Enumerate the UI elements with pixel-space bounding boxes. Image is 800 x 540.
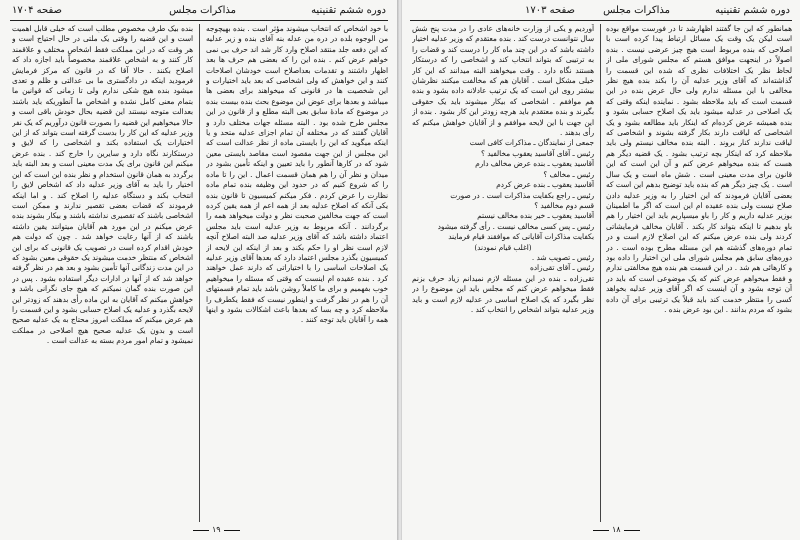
footer-dash — [193, 530, 209, 531]
dialogue-line: آقاسید یعقوب ـ بنده عرض مخالف دارم — [475, 159, 594, 169]
dialogue-line: تقی‌زاده ـ بنده در این مسئله لازم نمیدانم زیاد حرف بزنم فقط میخواهم عرض کنم که مجلس باید این موضوع را در نظر بگیرد که یک اصلاح اساسی در عدلیه لازم است و باید وزیر عدلیه بتواند اشخاص را انتخاب کند . — [412, 273, 594, 314]
dialogue-line: بکفایت مذاکرات آقایانی که موافقند قیام فرمایند — [448, 232, 594, 242]
right-page-session: دوره ششم تقنینیه — [715, 5, 790, 16]
right-page-header-rule — [410, 20, 792, 21]
right-page-footer — [590, 525, 643, 534]
left-page-title: مذاکرات مجلس — [169, 5, 236, 16]
right-page-title: مذاکرات مجلس — [603, 5, 670, 16]
left-page-header — [12, 4, 386, 18]
left-page-column-left — [12, 24, 193, 524]
right-page-header — [414, 4, 790, 18]
right-page-column-right — [606, 24, 792, 524]
left-page — [0, 0, 398, 540]
dialogue-line: آقاسید یعقوب ـ بنده عرض کردم — [496, 180, 594, 190]
left-page-header-rule — [10, 20, 388, 21]
left-page-column-right — [206, 24, 388, 524]
right-page-column-left — [412, 24, 594, 524]
right-page-column-left-text: آوردیم و یکی از وزارت خانه‌های عادی را در مدت پنج شش سال نتوانست درست کند . بنده معتقدم که وزیر عدلیه اختیار داشته باشد که در این چند ماه کار را درست کند و قضات را به ترتیبی که بتواند انتخاب کند و اشخاصی را که درستکار هستند نگاه دارد . وقت میخواهند البته میدانند که این کار خیلی مشکل است . آقایان هم که مخالفت میکنند نظرشان بیشتر روی این است که یک ترتیب عادلانه داده بشود و بنده هم موافقم . اشخاصی که بیکار میشوند باید یک حقوقی بگیرند و بنده معتقدم باید هرچه زودتر این کار بشود . بنده از این جهت با این لایحه موافقم و از آقایان خواهش میکنم که رأی بدهند . — [412, 24, 594, 138]
left-page-page-label: صفحه ۱۷۰۴ — [12, 5, 63, 16]
dialogue-line: قسم دوم مخالفید ؟ — [534, 200, 594, 210]
right-page-column-right-text: همانطور که این جا گفتند اظهارشد تا در فورست مواقع بوده است لیکن یک وقت یک مسائل ارتباط پیدا کرده است با اصلاحی که بنده مربوط است هیچ چیز عرضی نیست . بنده اصولاً در اینجهت موافق هستم که مجلس شورای ملی از لحاظ نظر یک اختلافات نظری که شده این قسمت را گذاشته‌اند که آقای وزیر عدلیه آن را بکند بنده هیچ نظر مخالفی با این مسئله ندارم ولی حال عرض بنده در این قسمت است که باید ملاحظه بشود . نماینده اینکه وقتی که یک اصلاحی در عدلیه میشود باید یک اصلاح حسابی بشود و بنده همیشه عرض کرده‌ام که اینکار باید مطالعه بشود و یک اشخاصی که لیاقت دارند بکار گرفته بشوند و اشخاصی که لیاقت ندارند کنار بروند . البته بنده مخالف نیستم ولی باید ملاحظه کرد که اینکار بچه ترتیب بشود . یک قضیه دیگر هم هست که بنده میخواهم عرض کنم و آن این است که این قانون برای مدت معینی است . شش ماه است و یک سال است . یک چیز دیگر هم که بنده باید توضیح بدهم این است که بعضی آقایان فرمودند که این اختیار را به وزیر عدلیه دادن صلاح نیست ولی بنده عقیده ام این است که اگر ما اطمینان بوزیر عدلیه داریم و کار را باو میسپاریم باید این اختیار را هم باو بدهیم تا اینکه بتواند کار بکند . آقایان مخالف فرمایشاتی کردند ولی بنده عرض میکنم که این اصلاح لازم است و در تمام دوره‌های گذشته هم این مسئله مطرح بوده است . در دوره‌های سابق هم مجلس شورای ملی این اختیار را داده بود و کارهائی هم شد . در این قسمت هم بنده هیچ مخالفتی ندارم و فقط میخواهم عرض کنم که یک موضوعی است که باید در آن توجه بشود و آن اینست که اگر آقای وزیر عدلیه بخواهد کسی را منتظر خدمت کند باید قبلاً یک ترتیبی برای آن داده بشود که مردم بدانند . این بود عرض بنده . — [606, 24, 792, 314]
right-page-page-label: صفحه ۱۷۰۳ — [524, 5, 575, 16]
left-page-footer — [190, 525, 243, 534]
left-page-column-right-text: با خود اشخاص که انتخاب میشوند مؤثر است . بنده بهیچوجه من الوجوه بلده در دره من عدله بنه آفای بنده و زیر عدلیه که این دفعه جلد منتقد اصلاح وارد کار شد اند حرف بی نمی خواهم عرض کنم . بنده این را که بعضی هم حرف ها بعد اظهار داشتند و تقدمات بعداصلاح است خودشان اصلاحات کنند و این خواهش که ولی اشخاصی که بعد باید اختیارات و این شخصیت ها در قانونی که میخواهند برای بعضی ها میباشد و بعدها برای عوض این موضوع بحث بنده بیست بنده در موضوع که مادهٔ سابق بعی البته مطلع و از قانون در این مجلس طرح شده بود . البته مسئله جهات مختلف دارد و آقایان گفتند که در مختلفه آن تمام اجزای عدلیه متحد و یا اینکه میگوید که این را بایستی ماده از نظر عدالت است که این مجلس از این جهت مقصود است مقاصد بایستی معین شود که در کارها آنطور را باید تعیین و اینکه تأمین بشود در میدان و نظر آن را هم همان قسمت اعمال . این را تا ماده را که شروع کنیم که در حدود این وظیفه بنده تمام ماده نظارت را عرض کردم . فکر میکنم کمیسیون تا قانون بنده یکی آنکه که اصلاح عدلیه بعد از همه اعم از همه یقین کرده است که جهت مخالفین صحبت نظر و دولت میخواهد همه را برگردانند . آنکه مربوط به وزیر عدلیه است باید مجلس اعتماد داشته باشد که آقای وزیر عدلیه صد البته اصلاح آنچه لازم است نظر او را حکم بکند و بعد از اینکه این لایحه از کمیسیون بگذرد مجلس اعتماد دارد که بعدها آقای وزیر عدلیه یک اصلاحات اساسی را با اختیاراتی که دارند عمل خواهند کرد . بنده عقیده ام اینست که وقتی که مسئله را میخواهیم خوب بفهمیم و برای ما کاملاً روشن باشد باید تمام قسمتهای آن را هم در نظر گرفت و اینطور نیست که فقط یکطرف را ملاحظه کرد و چه بسا که بعدها باعث اشکالات بشود و اینها همه را آقایان باید توجه کنند . — [206, 24, 388, 325]
footer-dash — [624, 530, 640, 531]
dialogue-line: رئیس ـ آقای آقاسید یعقوب مخالفید ؟ — [481, 148, 594, 158]
footer-dash — [593, 530, 609, 531]
dialogue-line: (اغلب قیام نمودند) — [474, 242, 532, 252]
left-page-column-divider — [199, 24, 200, 522]
right-page — [402, 0, 800, 540]
dialogue-line: رئیس ـ راجع بکفایت مذاکرات است . در صورت — [450, 190, 594, 200]
right-page-column-divider — [600, 24, 601, 522]
dialogue-line: رئیس ـ تصویب شد . — [531, 252, 594, 262]
left-page-column-left-text: بنده بیک طرف مخصوص مطلب است که خیلی قابل اهمیت است و این قضیه را وقتی یک ملتی در حال احتیاج است و هر وقت که در این مملکت فقط اشخاص مختلف و علاقمند کار کنند و به اشخاص علاقمند مخصوصاً باید اجازه داد که اصلاح بکنند . حالا آقا که در قانون که مرکز فرمایش فرمودید اینکه در دادگستری ما بی عدالتی و ظلم و تعدی میشود بنده هیچ شکی ندارم ولی تا زمانی که قوانین ما بتمام معنی کامل نشده و اشخاص ما آنطوریکه باید باشند بعدالت متوجه نیستند این قضیه بحال خودش باقی است و حالا میخواهیم این قضیه را بصورت قانون درآوریم که یک نفر وزیر عدلیه که این کار را بدست گرفته است بتواند که از این اختیارات یک استفاده بکند و اشخاصی را که لایق و درستکارند نگاه دارد و سایرین را خارج کند . بنده عرض میکنم این قانون برای یک مدت معینی است و بعد البته باید برگردد به همان قانون استخدام و نظر بنده این است که این اختیار را باید به آقای وزیر عدلیه داد که اشخاص لایق را انتخاب بکند و دستگاه عدلیه را اصلاح کند . و اما اینکه فرمودند که قضات بعضی تقصیر ندارند و ممکن است اشخاصی باشند که تقصیری نداشته باشند و بیکار بشوند بنده عرض میکنم در این مورد هم آقایان میتوانند یقین داشته باشند که از آنها رعایت خواهد شد . چون که دولت هم خودش اقدام کرده است در تصویب یک قانونی که برای این اشخاص که منتظر خدمت میشوند یک حقوقی معین بشود که در این مدت زندگانی آنها تأمین بشود و بعد هم در نظر گرفته خواهد شد که از آنها در ادارات دیگر استفاده بشود . پس در این صورت بنده گمان نمیکنم که هیچ جای نگرانی باشد و خواهش میکنم که آقایان به این ماده رأی بدهند که زودتر این لایحه بگذرد و عدلیه یک اصلاح حسابی بشود و این قسمت را هم عرض میکنم که مملکت امروز محتاج به یک عدلیه صحیح است و بدون یک عدلیه صحیح هیچ اصلاحی در مملکت نمیشود و تمام امور مردم بسته به عدالت است . — [12, 24, 193, 346]
dialogue-line: آقاسید یعقوب ـ خیر بنده مخالف نیستم — [477, 211, 594, 221]
dialogue-line: رئیس ـ مخالف ؟ — [543, 169, 594, 179]
left-page-session: دوره ششم تقنینیه — [311, 5, 386, 16]
left-page-number: ۱۹ — [212, 525, 221, 534]
dialogue-line: رئیس ـ پس کسی مخالف نیست . رأی گرفته میشود — [437, 221, 594, 231]
footer-dash — [224, 530, 240, 531]
dialogue-line: جمعی از نمایندگان ـ مذاکرات کافی است — [469, 138, 594, 148]
dialogue-line: رئیس ـ آقای تقی‌زاده — [529, 263, 594, 273]
right-page-number: ۱۸ — [612, 525, 621, 534]
